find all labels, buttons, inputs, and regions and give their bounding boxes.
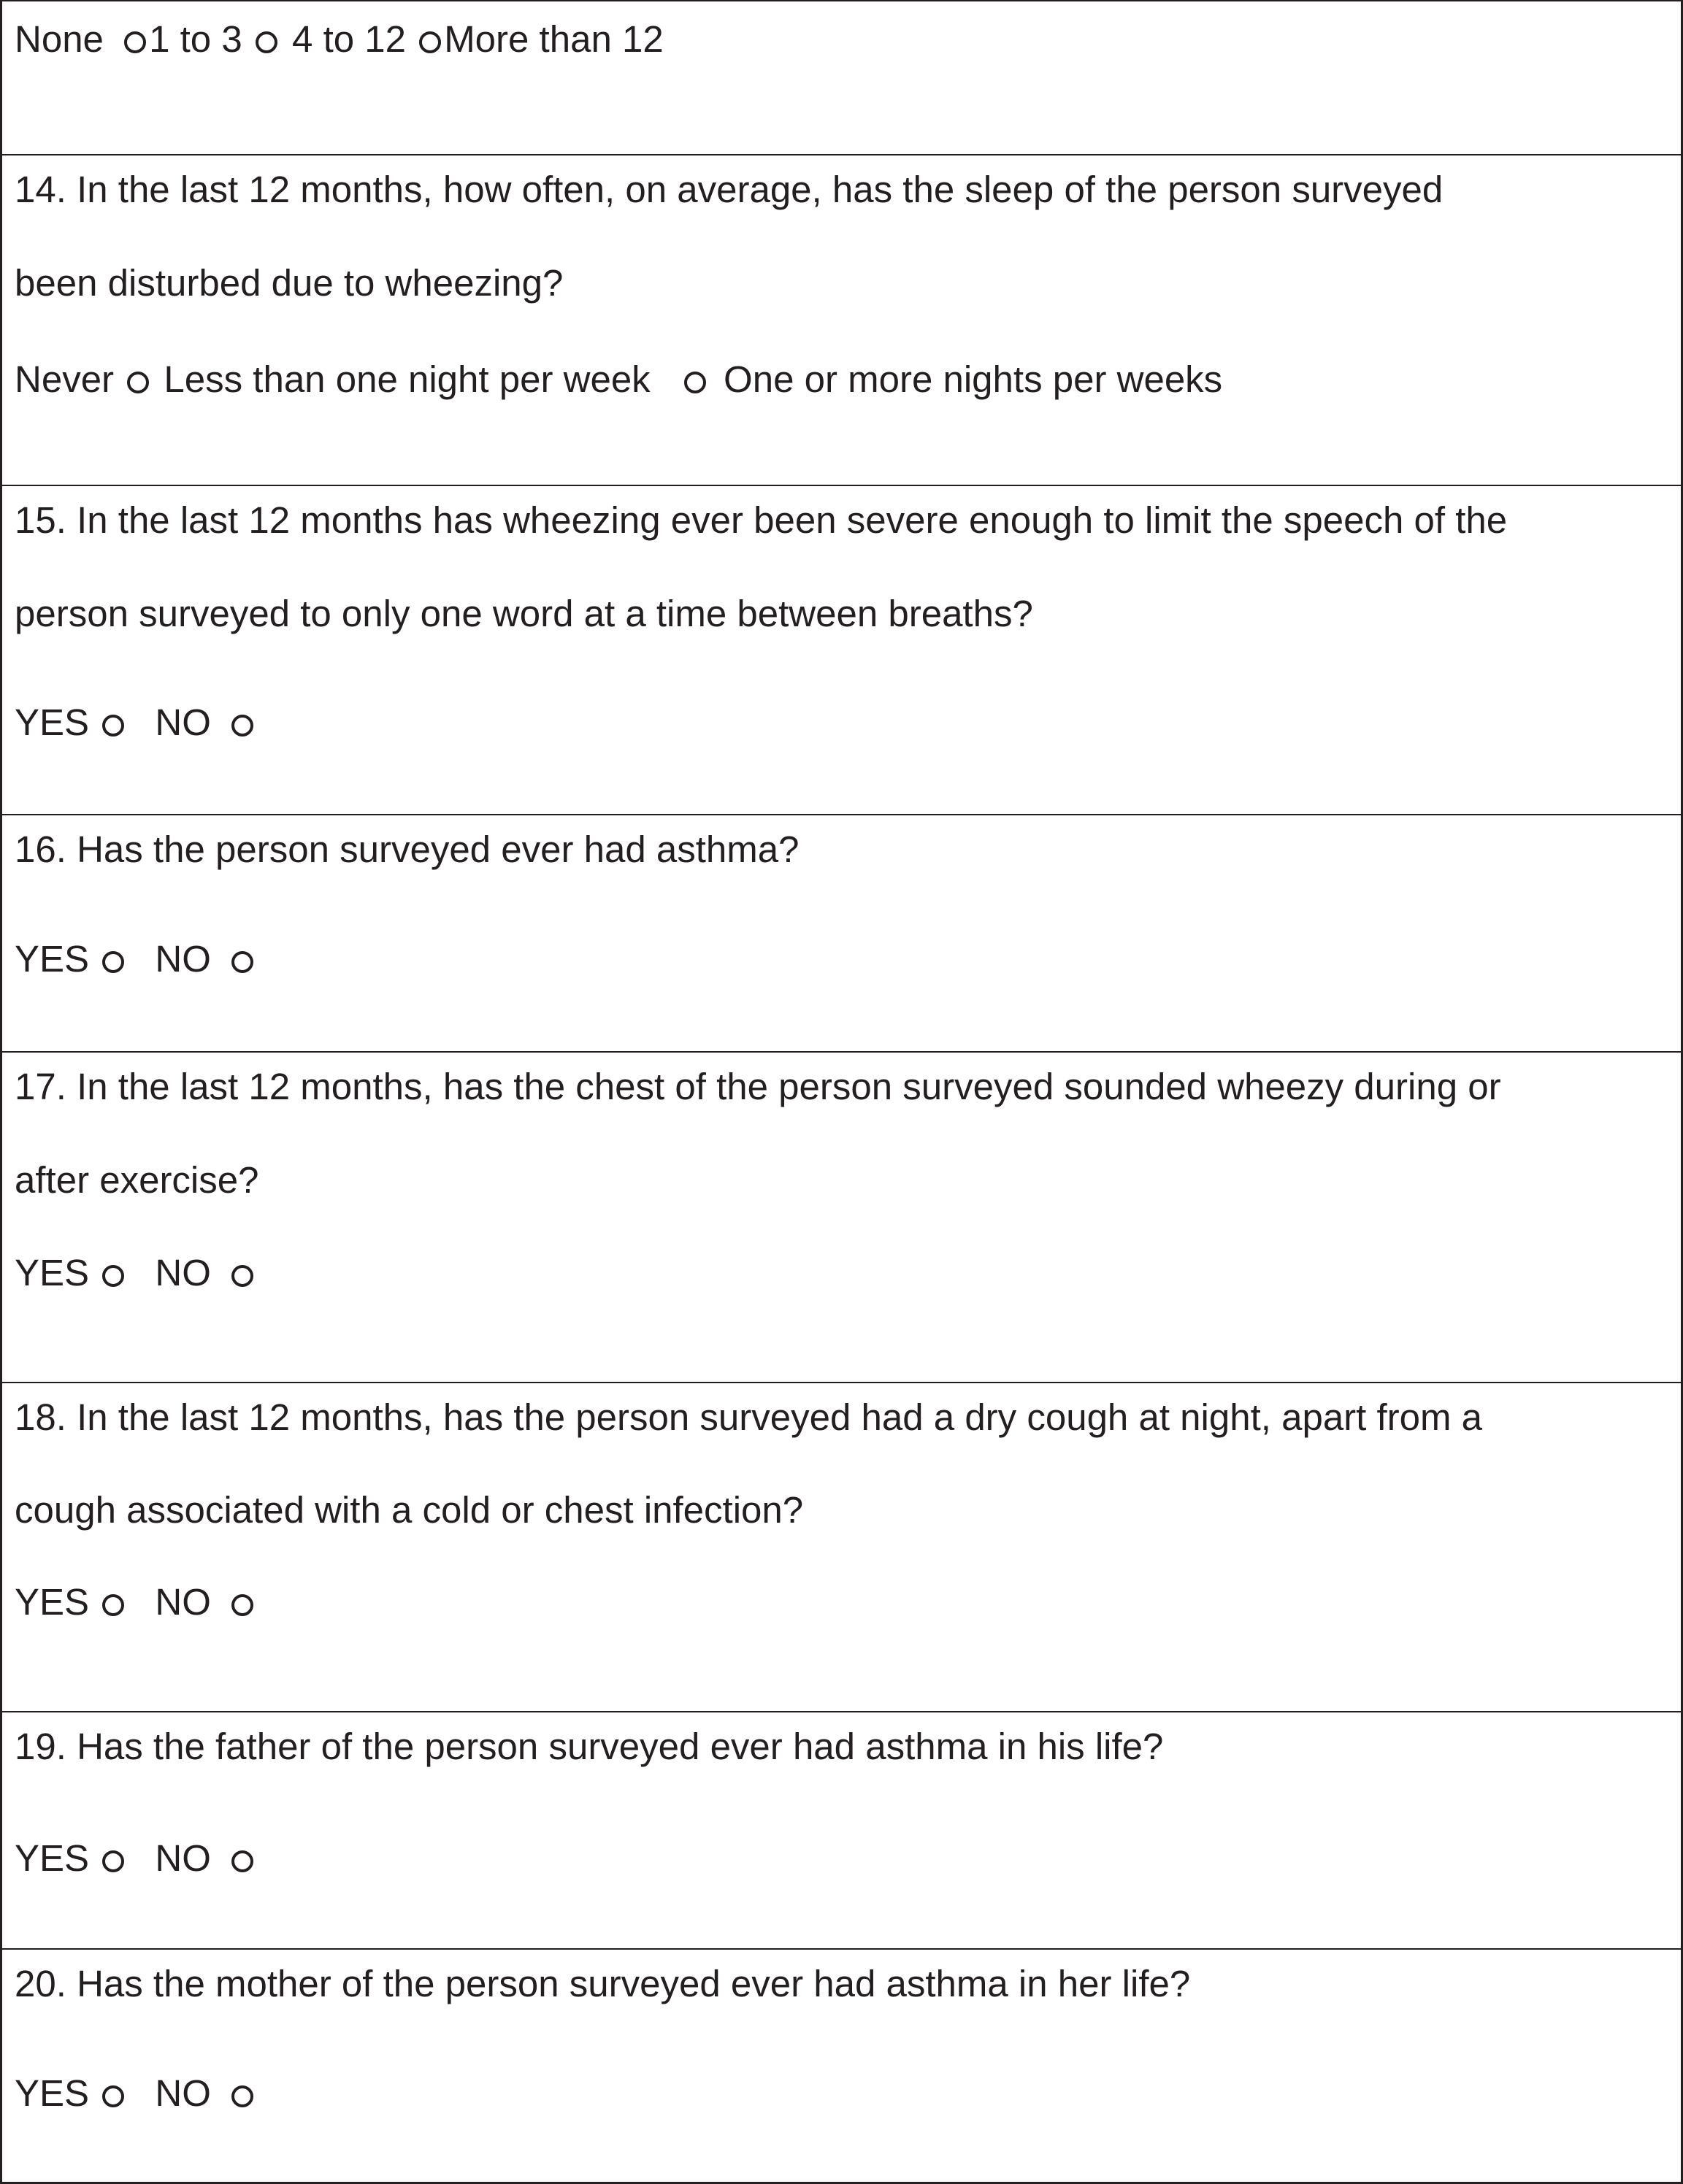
yes-label: YES xyxy=(15,1252,90,1293)
radio-yes[interactable] xyxy=(102,715,124,737)
yes-label: YES xyxy=(15,1581,90,1623)
question-16-text-line-1: 16. Has the person surveyed ever had asthma? xyxy=(15,828,800,870)
option-label-none: None xyxy=(15,18,104,60)
radio-yes[interactable] xyxy=(102,2085,124,2107)
option-label-never: Never xyxy=(15,358,115,400)
radio-yes[interactable] xyxy=(102,1265,124,1287)
option-label-less-than-one-night: Less than one night per week xyxy=(164,358,651,400)
radio-yes[interactable] xyxy=(102,1594,124,1616)
radio-yes[interactable] xyxy=(102,1850,124,1872)
question-14-text-line-1: 14. In the last 12 months, how often, on average, has the sleep of the person surveyed xyxy=(15,169,1444,210)
answer-line xyxy=(15,1252,253,1294)
no-label: NO xyxy=(155,701,211,743)
question-15-row xyxy=(2,485,1681,814)
question-14-text-line-2: been disturbed due to wheezing? xyxy=(15,262,564,304)
answer-line xyxy=(15,18,664,61)
no-label: NO xyxy=(155,1252,211,1293)
answer-line xyxy=(15,701,253,744)
answer-line xyxy=(15,1581,253,1623)
question-15-text-line-2: person surveyed to only one word at a time between breaths? xyxy=(15,593,1033,634)
radio-no[interactable] xyxy=(231,1265,253,1287)
yes-label: YES xyxy=(15,938,90,980)
yes-label: YES xyxy=(15,1837,90,1879)
question-14-row xyxy=(2,154,1681,485)
radio-no[interactable] xyxy=(231,951,253,973)
question-20-text-line-1: 20. Has the mother of the person surveyed ever had asthma in her life? xyxy=(15,1963,1191,2004)
option-label-1-to-3: 1 to 3 xyxy=(149,18,242,60)
radio-no[interactable] xyxy=(231,1850,253,1872)
option-label-more-than-12: More than 12 xyxy=(444,18,664,60)
radio-none[interactable] xyxy=(124,31,146,53)
question-20-row xyxy=(2,1948,1681,2183)
no-label: NO xyxy=(155,1837,211,1879)
radio-less-than-one-night[interactable] xyxy=(684,372,706,393)
radio-4-to-12[interactable] xyxy=(419,31,441,53)
no-label: NO xyxy=(155,2072,211,2114)
yes-label: YES xyxy=(15,701,90,743)
question-18-row xyxy=(2,1382,1681,1711)
no-label: NO xyxy=(155,938,211,980)
option-label-4-to-12: 4 to 12 xyxy=(292,18,407,60)
question-18-text-line-1: 18. In the last 12 months, has the person surveyed had a dry cough at night, apart from a xyxy=(15,1396,1483,1438)
question-18-text-line-2: cough associated with a cold or chest infection? xyxy=(15,1489,804,1531)
yes-label: YES xyxy=(15,2072,90,2114)
question-19-row xyxy=(2,1711,1681,1948)
question-13-row xyxy=(2,1,1681,154)
radio-never[interactable] xyxy=(127,372,149,393)
radio-no[interactable] xyxy=(231,2085,253,2107)
answer-line xyxy=(15,358,1222,401)
radio-1-to-3[interactable] xyxy=(256,31,277,53)
answer-line xyxy=(15,938,253,980)
question-17-text-line-1: 17. In the last 12 months, has the chest of the person surveyed sounded wheezy during or xyxy=(15,1066,1501,1107)
question-16-row xyxy=(2,814,1681,1051)
no-label: NO xyxy=(155,1581,211,1623)
question-19-text-line-1: 19. Has the father of the person surveyed ever had asthma in his life? xyxy=(15,1726,1164,1767)
answer-line xyxy=(15,1837,253,1880)
option-label-one-or-more-nights: One or more nights per weeks xyxy=(724,358,1223,400)
radio-yes[interactable] xyxy=(102,951,124,973)
question-17-row xyxy=(2,1051,1681,1382)
question-17-text-line-2: after exercise? xyxy=(15,1159,259,1201)
answer-line xyxy=(15,2072,253,2115)
radio-no[interactable] xyxy=(231,1594,253,1616)
question-15-text-line-1: 15. In the last 12 months has wheezing ever been severe enough to limit the speech of the xyxy=(15,499,1508,541)
radio-no[interactable] xyxy=(231,715,253,737)
